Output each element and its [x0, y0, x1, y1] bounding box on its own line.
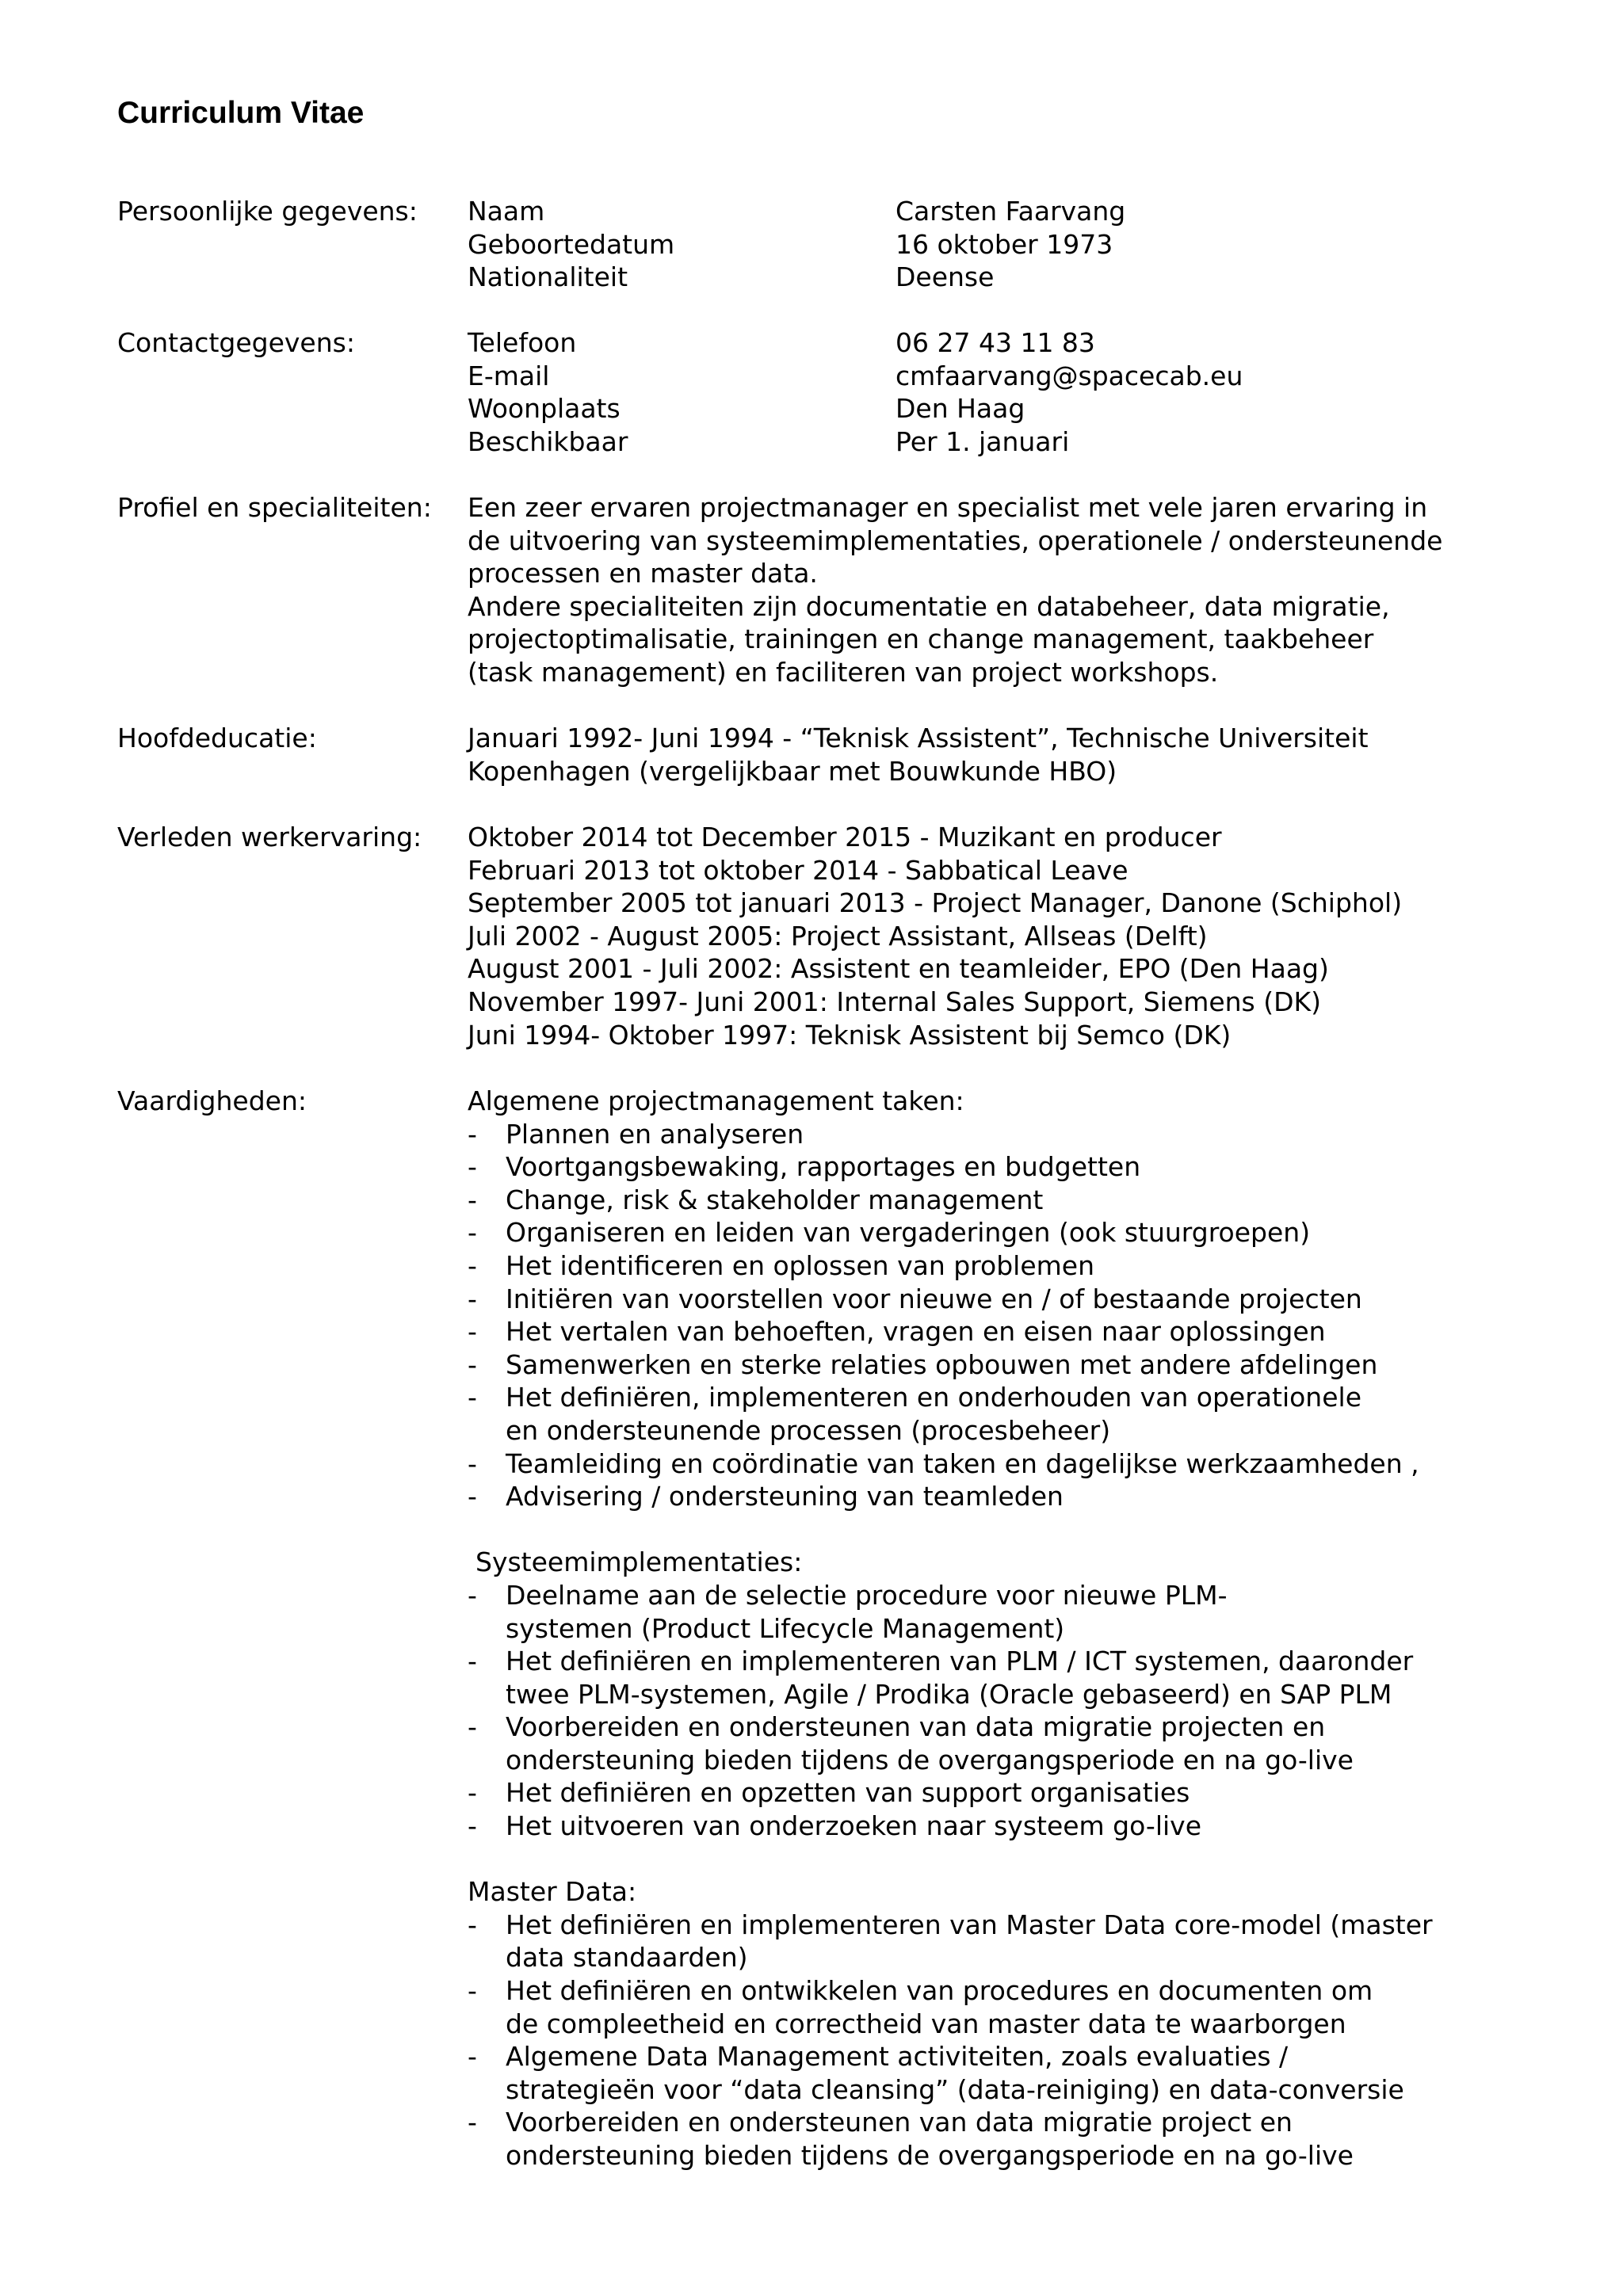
bullet-dash: -: [468, 1151, 477, 1183]
education-label: Hoofdeducatie:: [117, 723, 317, 753]
email-address: cmfaarvang@spacecab.eu: [896, 360, 1243, 391]
experience-list: [468, 821, 1522, 1051]
text-line: de uitvoering van systeemimplementaties, operationele / ondersteunende: [468, 524, 1443, 556]
personal-row-birthdate: [468, 228, 1522, 261]
skill-bullet-item: [468, 1184, 1522, 1217]
bullet-text-line: ondersteuning bieden tijdens de overgangsperiode en na go-live: [506, 1744, 1354, 1775]
profile-label: Profiel en specialiteiten:: [117, 492, 432, 523]
skill-bullet-item: [468, 1645, 1522, 1711]
experience-item: Februari 2013 tot oktober 2014 - Sabbatical Leave: [468, 854, 1128, 886]
bullet-dash: -: [468, 1579, 477, 1611]
skills-group-heading: Systeemimplementaties:: [475, 1547, 803, 1578]
field-value: Den Haag: [896, 393, 1025, 425]
skill-bullet-item: [468, 1711, 1522, 1776]
bullet-dash: -: [468, 1283, 477, 1314]
bullet-text-line: Deelname aan de selectie procedure voor nieuwe PLM-: [506, 1579, 1228, 1611]
experience-item: Juli 2002 - August 2005: Project Assistant, Allseas (Delft): [468, 920, 1208, 952]
bullet-dash: -: [468, 1909, 477, 1940]
text-line: Januari 1992- Juni 1994 - “Teknisk Assistent”, Technische Universiteit: [468, 723, 1369, 753]
personal-row-nationality: [468, 261, 1522, 294]
skill-bullet-item: [468, 1909, 1522, 1974]
bullet-dash: -: [468, 2107, 477, 2138]
field-value: Deense: [896, 261, 995, 293]
spacer: [468, 1843, 1522, 1876]
skills-label: Vaardigheden:: [117, 1085, 307, 1116]
bullet-text-line: Het identificeren en oplossen van problemen: [506, 1249, 1094, 1281]
bullet-text-line: Voorbereiden en ondersteunen van data migratie projecten en: [506, 1711, 1326, 1743]
field-value: Per 1. januari: [896, 425, 1070, 457]
field-value: 16 oktober 1973: [896, 228, 1113, 260]
bullet-dash: -: [468, 1646, 477, 1677]
skills-content: [468, 1085, 1522, 2172]
bullet-text-line: Voortgangsbewaking, rapportages en budgetten: [506, 1151, 1141, 1183]
bullet-text-line: en ondersteunende processen (procesbeheer): [506, 1414, 1111, 1446]
experience-item: Oktober 2014 tot December 2015 - Muzikant en producer: [468, 822, 1222, 852]
bullet-text-line: Algemene Data Management activiteiten, zoals evaluaties /: [506, 2041, 1289, 2073]
skills-group-heading: Algemene projectmanagement taken:: [468, 1085, 964, 1116]
bullet-text-line: de compleetheid en correctheid van master data te waarborgen: [506, 2008, 1346, 2039]
bullet-dash: -: [468, 1777, 477, 1809]
field-value: Carsten Faarvang: [896, 196, 1126, 227]
experience-label: Verleden werkervaring:: [117, 822, 422, 852]
bullet-dash: -: [468, 1348, 477, 1380]
bullet-text-line: Het uitvoeren van onderzoeken naar systeem go-live: [506, 1810, 1202, 1842]
skill-bullet-item: [468, 2106, 1522, 2172]
spacer: [468, 1513, 1522, 1547]
bullet-text-line: Het vertalen van behoeften, vragen en eisen naar oplossingen: [506, 1316, 1326, 1348]
skill-bullet-item: [468, 1381, 1522, 1447]
bullet-dash: -: [468, 1447, 477, 1479]
contact-row-availability: [468, 425, 1522, 459]
bullet-dash: -: [468, 1711, 477, 1743]
bullet-text-line: Advisering / ondersteuning van teamleden: [506, 1481, 1064, 1512]
bullet-text-line: Het definiëren en opzetten van support organisaties: [506, 1777, 1190, 1809]
bullet-dash: -: [468, 1481, 477, 1512]
bullet-text-line: Het definiëren en ontwikkelen van procedures en documenten om: [506, 1975, 1373, 2007]
skill-bullet-item: [468, 1348, 1522, 1382]
skill-bullet-item: [468, 1283, 1522, 1316]
skill-bullet-item: [468, 1776, 1522, 1810]
education-text: [468, 722, 1522, 788]
skill-bullet-item: [468, 1974, 1522, 2040]
field-key: Naam: [468, 196, 545, 227]
skill-bullet-item: [468, 1447, 1522, 1481]
experience-item: September 2005 tot januari 2013 - Project Manager, Danone (Schiphol): [468, 887, 1403, 919]
field-key: Woonplaats: [468, 393, 621, 425]
field-key: Nationaliteit: [468, 261, 628, 293]
skill-bullet-item: [468, 1579, 1522, 1645]
bullet-text-line: Plannen en analyseren: [506, 1118, 804, 1150]
skill-bullet-item: [468, 1315, 1522, 1348]
skill-bullet-item: [468, 1480, 1522, 1513]
text-line: Andere specialiteiten zijn documentatie en databeheer, data migratie,: [468, 590, 1390, 622]
skill-bullet-item: [468, 1150, 1522, 1184]
bullet-text-line: Het definiëren en implementeren van PLM / ICT systemen, daaronder: [506, 1646, 1414, 1677]
bullet-dash: -: [468, 1382, 477, 1413]
personal-label: Persoonlijke gegevens:: [117, 196, 418, 227]
bullet-text-line: twee PLM-systemen, Agile / Prodika (Oracle gebaseerd) en SAP PLM: [506, 1678, 1392, 1710]
contact-row-email: [468, 360, 1522, 393]
bullet-dash: -: [468, 1249, 477, 1281]
phone-number: 06 27 43 11 83: [896, 327, 1095, 358]
bullet-text-line: Het definiëren en implementeren van Master Data core-model (master: [506, 1909, 1433, 1940]
field-key: E-mail: [468, 360, 550, 391]
bullet-dash: -: [468, 2041, 477, 2073]
contact-details: [468, 326, 1522, 458]
bullet-text-line: strategieën voor “data cleansing” (data-reiniging) en data-conversie: [506, 2073, 1404, 2105]
bullet-dash: -: [468, 1975, 477, 2007]
bullet-text-line: Teamleiding en coördinatie van taken en dagelijkse werkzaamheden ,: [506, 1447, 1419, 1479]
skill-bullet-item: [468, 1216, 1522, 1249]
profile-text: [468, 491, 1522, 689]
bullet-text-line: Initiëren van voorstellen voor nieuwe en / of bestaande projecten: [506, 1283, 1362, 1314]
bullet-text-line: systemen (Product Lifecycle Management): [506, 1612, 1065, 1644]
bullet-text-line: Voorbereiden en ondersteunen van data migratie project en: [506, 2107, 1293, 2138]
text-line: (task management) en faciliteren van project workshops.: [468, 656, 1219, 688]
personal-row-name: [468, 195, 1522, 228]
contact-row-residence: [468, 392, 1522, 425]
bullet-dash: -: [468, 1118, 477, 1150]
field-key: Telefoon: [468, 327, 577, 358]
bullet-dash: -: [468, 1217, 477, 1249]
bullet-text-line: Organiseren en leiden van vergaderingen (ook stuurgroepen): [506, 1217, 1311, 1249]
contact-label: Contactgegevens:: [117, 327, 355, 358]
skill-bullet-item: [468, 1810, 1522, 1843]
bullet-text-line: data standaarden): [506, 1942, 748, 1974]
skill-bullet-item: [468, 1118, 1522, 1151]
field-key: Beschikbaar: [468, 425, 628, 457]
skill-bullet-item: [468, 1249, 1522, 1283]
page-title: Curriculum Vitae: [117, 96, 365, 130]
experience-item: November 1997- Juni 2001: Internal Sales Support, Siemens (DK): [468, 986, 1322, 1017]
text-line: processen en master data.: [468, 558, 818, 589]
skill-bullet-item: [468, 2040, 1522, 2106]
bullet-text-line: Change, risk & stakeholder management: [506, 1184, 1044, 1215]
personal-details: [468, 195, 1522, 294]
text-line: Kopenhagen (vergelijkbaar met Bouwkunde HBO): [468, 755, 1117, 787]
experience-item: August 2001 - Juli 2002: Assistent en teamleider, EPO (Den Haag): [468, 953, 1329, 985]
bullet-text-line: Samenwerken en sterke relaties opbouwen met andere afdelingen: [506, 1348, 1378, 1380]
contact-row-phone: [468, 326, 1522, 360]
skills-group-heading: Master Data:: [468, 1876, 637, 1908]
bullet-text-line: ondersteuning bieden tijdens de overgangsperiode en na go-live: [506, 2140, 1354, 2171]
text-line: projectoptimalisatie, trainingen en change management, taakbeheer: [468, 624, 1374, 655]
bullet-text-line: Het definiëren, implementeren en onderhouden van operationele: [506, 1382, 1361, 1413]
text-line: Een zeer ervaren projectmanager en specialist met vele jaren ervaring in: [468, 492, 1428, 523]
field-key: Geboortedatum: [468, 228, 675, 260]
bullet-dash: -: [468, 1810, 477, 1842]
experience-item: Juni 1994- Oktober 1997: Teknisk Assistent bij Semco (DK): [468, 1019, 1232, 1051]
bullet-dash: -: [468, 1316, 477, 1348]
bullet-dash: -: [468, 1184, 477, 1215]
